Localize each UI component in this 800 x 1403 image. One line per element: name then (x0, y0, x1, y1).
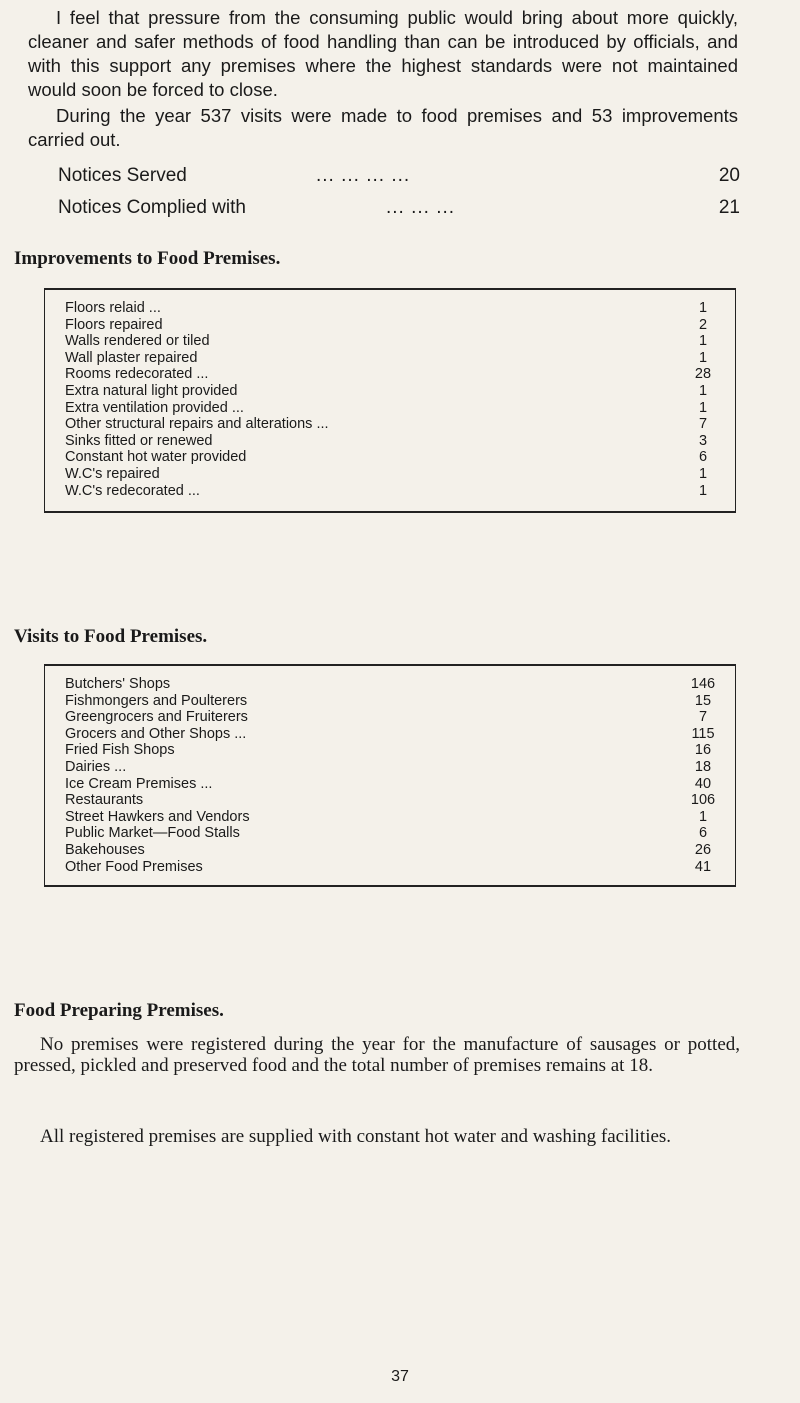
table-row (45, 859, 735, 876)
table-row (45, 776, 735, 793)
row-label: Extra ventilation provided ... (65, 399, 244, 416)
row-value: 115 (691, 725, 715, 742)
table-row (45, 383, 735, 400)
row-label: Public Market—Food Stalls (65, 825, 240, 842)
table-row (45, 466, 735, 483)
row-value: 6 (698, 449, 708, 466)
row-label: Floors repaired (65, 316, 163, 333)
row-label: Extra natural light provided (65, 382, 238, 399)
table-row (45, 842, 735, 859)
table-row (45, 759, 735, 776)
table-row (45, 676, 735, 693)
table-row (45, 726, 735, 743)
row-value: 106 (690, 792, 716, 809)
table-row (45, 825, 735, 842)
table-row (45, 742, 735, 759)
table-row (45, 449, 735, 466)
page-number: 37 (391, 1368, 409, 1385)
row-label: Floors relaid ... (65, 300, 161, 316)
row-value: 1 (698, 300, 708, 316)
row-label: W.C's redecorated ... (65, 482, 200, 499)
visits-heading: Visits to Food Premises. (14, 626, 208, 647)
row-label: Bakehouses (65, 841, 145, 858)
table-row (45, 709, 735, 726)
preparing-paragraph-2: All registered premises are supplied with constant hot water and washing facilities. (40, 1126, 672, 1147)
table-row (45, 433, 735, 450)
row-label: Constant hot water provided (65, 449, 247, 466)
row-value: 18 (694, 758, 712, 775)
table-row (45, 483, 735, 500)
row-value: 1 (698, 349, 708, 366)
row-label: Rooms redecorated ... (65, 366, 209, 383)
row-value: 28 (694, 366, 712, 383)
row-value: 16 (694, 742, 712, 759)
row-label: Dairies ... (65, 758, 127, 775)
table-row (45, 400, 735, 417)
row-label: Street Hawkers and Vendors (65, 808, 250, 825)
table-row (45, 809, 735, 826)
row-value: 7 (698, 709, 708, 726)
preparing-paragraph-1: No premises were registered during the year for the manufacture of sausages or potted, pressed, pickled and preserved food and the total number of premises remains at 18. (14, 1034, 740, 1076)
row-label: Ice Cream Premises ... (65, 775, 213, 792)
row-value: 15 (694, 692, 712, 709)
row-label: W.C's repaired (65, 465, 160, 482)
table-row (45, 792, 735, 809)
row-label: Fried Fish Shops (65, 742, 175, 759)
row-label: Sinks fitted or renewed (65, 432, 213, 449)
row-value: 1 (698, 382, 708, 399)
row-value: 7 (698, 416, 708, 433)
food-preparing-heading: Food Preparing Premises. (14, 1000, 224, 1021)
improvements-heading: Improvements to Food Premises. (14, 248, 281, 269)
row-label: Other Food Premises (65, 858, 203, 875)
row-label: Other structural repairs and alterations ... (65, 416, 329, 433)
table-row (45, 366, 735, 383)
table-row (45, 350, 735, 367)
table-row (45, 333, 735, 350)
row-label: Fishmongers and Poulterers (65, 692, 248, 709)
visits-table (44, 664, 736, 887)
improvements-table (44, 288, 736, 513)
row-value: 3 (698, 432, 708, 449)
row-value: 26 (694, 841, 712, 858)
row-value: 2 (698, 316, 708, 333)
row-label: Walls rendered or tiled (65, 333, 210, 350)
notice-label: Notices Served (58, 165, 187, 186)
row-label: Butchers' Shops (65, 676, 171, 692)
row-value: 40 (694, 775, 712, 792)
row-value: 1 (698, 482, 708, 499)
table-row (45, 317, 735, 334)
row-label: Restaurants (65, 792, 144, 809)
row-value: 1 (698, 333, 708, 350)
row-value: 1 (698, 399, 708, 416)
notice-value: 21 (718, 197, 740, 218)
table-row (45, 693, 735, 710)
row-label: Greengrocers and Fruiterers (65, 709, 248, 726)
table-row (45, 416, 735, 433)
row-value: 146 (690, 676, 716, 692)
notice-value: 20 (718, 165, 740, 186)
row-label: Grocers and Other Shops ... (65, 725, 247, 742)
row-value: 1 (698, 808, 708, 825)
notice-label: Notices Complied with (58, 197, 246, 218)
dot-leader: ... ... ... (386, 197, 456, 218)
row-value: 6 (698, 825, 708, 842)
dot-leader: ... ... ... ... (316, 165, 411, 186)
row-value: 41 (694, 858, 712, 875)
intro-paragraph-1: I feel that pressure from the consuming public would bring about more quickly, cleaner and safer methods of food handling than can be introduced by officials, and with this support any premises where the highest standards were not maintained would soon be forced to close. (28, 7, 738, 100)
intro-paragraph-2: During the year 537 visits were made to food premises and 53 improvements carried out. (28, 105, 738, 150)
table-row (45, 300, 735, 317)
row-label: Wall plaster repaired (65, 349, 198, 366)
row-value: 1 (698, 465, 708, 482)
